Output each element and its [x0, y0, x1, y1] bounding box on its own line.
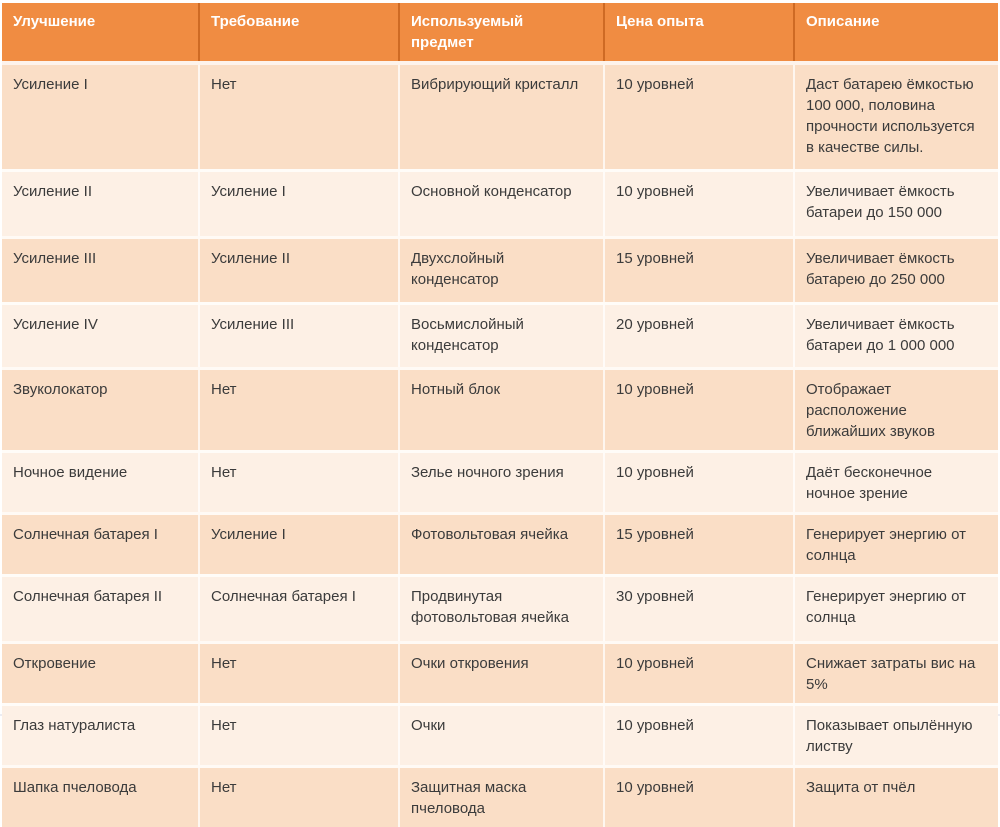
cell-cost: 15 уровней — [605, 515, 795, 574]
table-row — [2, 574, 998, 641]
cell-upgrade: Глаз натуралиста — [2, 706, 200, 765]
table-body — [2, 65, 998, 827]
cell-requirement: Усиление III — [200, 305, 400, 367]
cell-upgrade: Усиление III — [2, 239, 200, 302]
cell-upgrade: Ночное видение — [2, 453, 200, 512]
cell-cost: 15 уровней — [605, 239, 795, 302]
cell-item: Основной конденсатор — [400, 172, 605, 236]
cell-requirement: Нет — [200, 370, 400, 450]
cell-description: Увеличивает ёмкость батареи до 1 000 000 — [806, 316, 955, 354]
cell-item: Зелье ночного зрения — [400, 453, 605, 512]
cell-cost: 10 уровней — [605, 172, 795, 236]
column-header-item: Используемый предмет — [400, 3, 605, 61]
cell-upgrade: Откровение — [2, 644, 200, 703]
cell-requirement: Нет — [200, 768, 400, 827]
cell-item: Нотный блок — [400, 370, 605, 450]
cell-requirement: Нет — [200, 453, 400, 512]
column-header-requirement: Требование — [200, 3, 400, 61]
table-row — [2, 512, 998, 574]
column-header-cost: Цена опыта — [605, 3, 795, 61]
table-row — [2, 367, 998, 450]
table-row — [2, 641, 998, 703]
table-row — [2, 169, 998, 236]
table-row — [2, 236, 998, 302]
cell-item: Вибрирующий кристалл — [400, 65, 605, 169]
cell-upgrade: Усиление I — [2, 65, 200, 169]
cell-upgrade: Усиление IV — [2, 305, 200, 367]
cell-cost: 10 уровней — [605, 768, 795, 827]
cell-description: Увеличивает ёмкость батарею до 250 000 — [806, 250, 955, 288]
cell-item: Защитная маска пчеловода — [400, 768, 605, 827]
cell-description: Отображает расположение ближайших звуков — [806, 381, 935, 440]
cell-requirement: Усиление II — [200, 239, 400, 302]
column-header-upgrade: Улучшение — [2, 3, 200, 61]
cell-requirement: Нет — [200, 644, 400, 703]
cell-requirement: Нет — [200, 65, 400, 169]
table-row — [2, 703, 998, 765]
cell-item: Очки — [400, 706, 605, 765]
cell-description: Показывает опылённую листву — [806, 717, 973, 755]
table-row — [2, 450, 998, 512]
cell-description: Увеличивает ёмкость батареи до 150 000 — [806, 183, 955, 221]
table-row — [2, 65, 998, 169]
cell-requirement: Усиление I — [200, 172, 400, 236]
cell-requirement: Нет — [200, 706, 400, 765]
cell-description: Генерирует энергию от солнца — [806, 588, 966, 626]
table-header-row — [2, 3, 998, 65]
upgrades-table — [2, 3, 998, 827]
cell-item: Фотовольтовая ячейка — [400, 515, 605, 574]
cell-cost: 30 уровней — [605, 577, 795, 641]
cell-item: Продвинутая фотовольтовая ячейка — [400, 577, 605, 641]
cell-cost: 10 уровней — [605, 644, 795, 703]
cell-upgrade: Солнечная батарея II — [2, 577, 200, 641]
table-row — [2, 765, 998, 827]
cell-description: Защита от пчёл — [806, 779, 916, 796]
cell-upgrade: Звуколокатор — [2, 370, 200, 450]
cell-description: Снижает затраты вис на 5% — [806, 655, 976, 693]
cell-upgrade: Усиление II — [2, 172, 200, 236]
cell-cost: 20 уровней — [605, 305, 795, 367]
cell-description: Даёт бесконечное ночное зрение — [806, 464, 933, 502]
cell-cost: 10 уровней — [605, 370, 795, 450]
cell-description: Даст батарею ёмкостью 100 000, половина прочности используется в качестве силы. — [806, 76, 975, 156]
table-row — [2, 302, 998, 367]
cell-item: Двухслойный конденсатор — [400, 239, 605, 302]
cell-item: Восьмислойный конденсатор — [400, 305, 605, 367]
cell-description: Генерирует энергию от солнца — [806, 526, 966, 564]
cell-upgrade: Солнечная батарея I — [2, 515, 200, 574]
cell-upgrade: Шапка пчеловода — [2, 768, 200, 827]
column-header-description: Описание — [806, 13, 880, 30]
cell-cost: 10 уровней — [605, 706, 795, 765]
cell-cost: 10 уровней — [605, 453, 795, 512]
cell-item: Очки откровения — [400, 644, 605, 703]
cell-requirement: Усиление I — [200, 515, 400, 574]
cell-requirement: Солнечная батарея I — [200, 577, 400, 641]
cell-cost: 10 уровней — [605, 65, 795, 169]
